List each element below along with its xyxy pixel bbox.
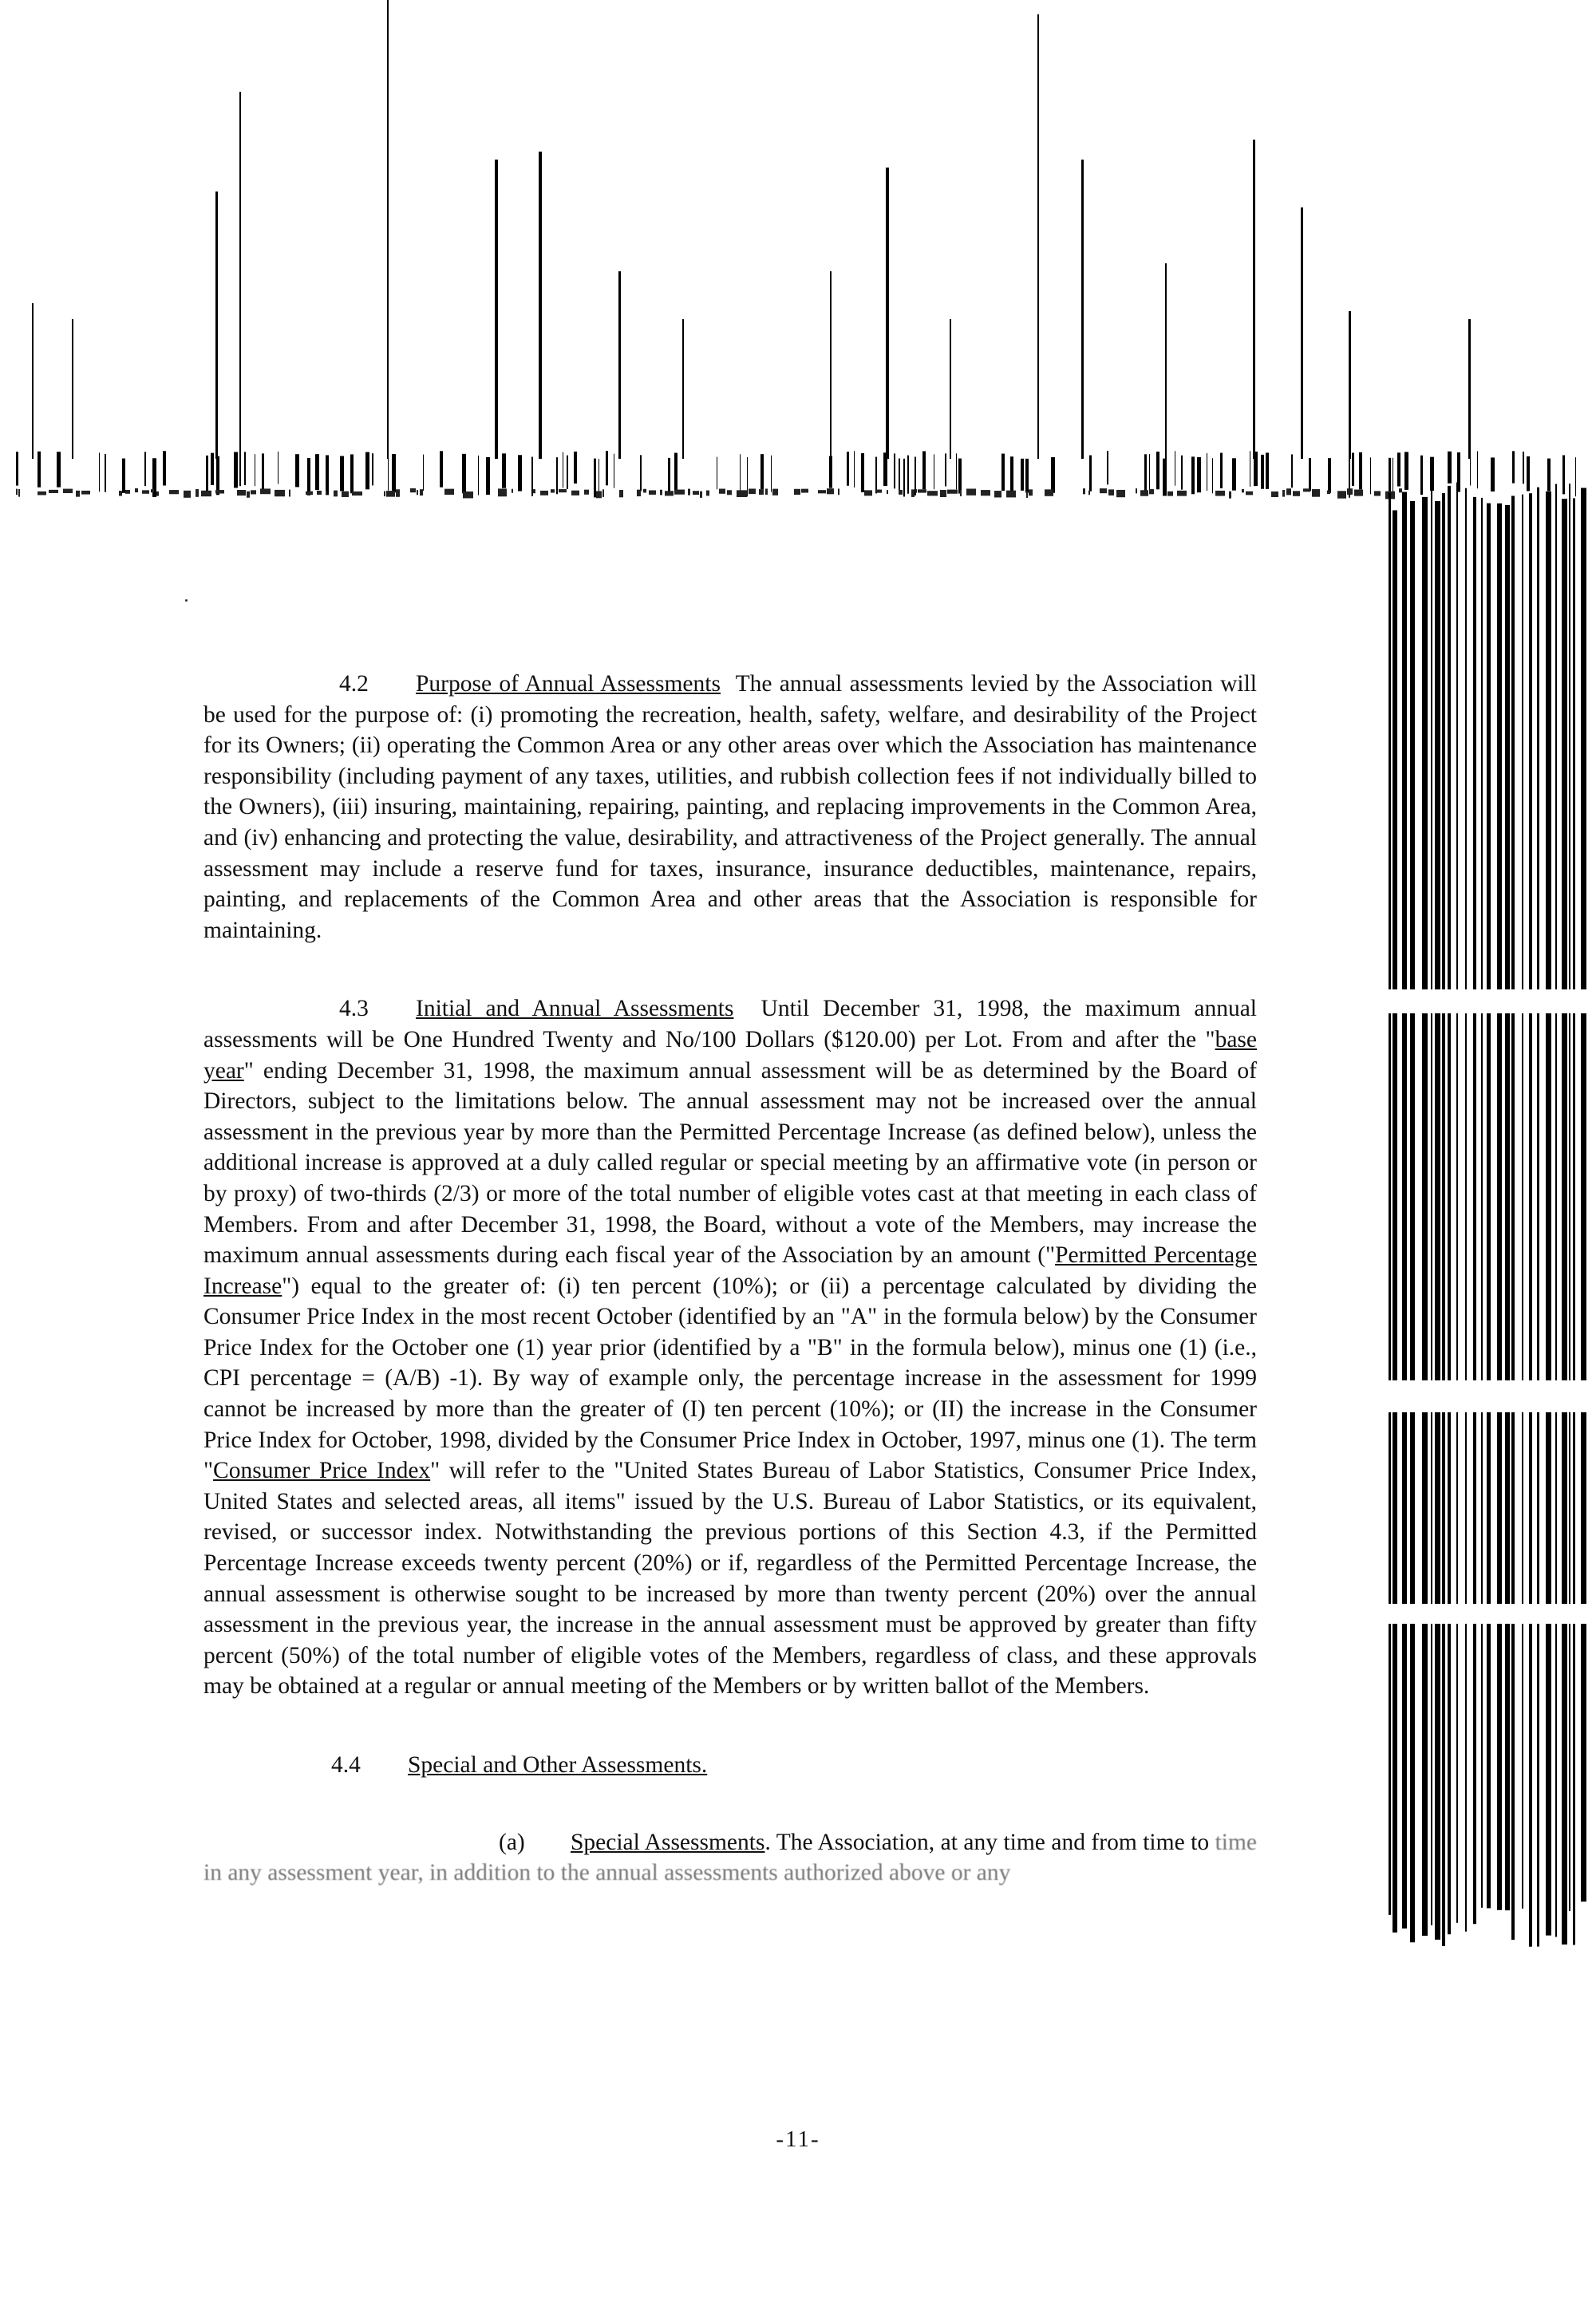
section-heading-spacer [733, 996, 760, 1021]
subsection-text: . The Association, at any time and from time to [764, 1829, 1215, 1855]
section-4-2 [203, 669, 1257, 946]
section-4-4-a [203, 1827, 1257, 1889]
section-text: ") equal to the greater of: (i) ten percent (10%); or (ii) a percentage calculated by dividing the Consumer Price Index in the most recent October (identified by an "A" in the formula below) by the Consumer Price Index for the October one (1) year prior (identified by a "B" in the formula below), minus one (1) (i.e., CPI percentage = (A/B) -1). By way of example only, the percentage increase in the assessment for 1999 cannot be increased by more than the greater of (I) ten percent (10%); or (II) the increase in the Consumer Price Index for October, 1998, divided by the Consumer Price Index in October, 1997, minus one (1). The term " [203, 1273, 1257, 1484]
section-number: 4.3 [339, 996, 369, 1022]
section-text: " will refer to the "United States Bureau of Labor Statistics, Consumer Price Index, United States and selected areas, all items" issued by the U.S. Bureau of Labor Statistics, or its equivalent, revised, or successor index. Notwithstanding the previous portions of this Section 4.3, if the Permitted Percentage Increase exceeds twenty percent (20%) or if, regardless of the Permitted Percentage Increase, the annual assessment is otherwise sought to be increased by more than twenty percent (20%) over the annual assessment in the previous year, the increase in the annual assessment must be approved by greater than fifty percent (50%) of the total number of eligible votes of the Members, regardless of class, and these approvals may be obtained at a regular or annual meeting of the Members or by written ballot of the Members. [203, 1458, 1257, 1700]
defined-term-consumer-price-index: Consumer Price Index [213, 1458, 431, 1484]
section-number: 4.4 [331, 1752, 361, 1778]
section-number: 4.2 [339, 671, 369, 697]
scan-barcode-artifact-right [1389, 447, 1596, 1963]
section-heading-spacer [721, 671, 736, 697]
section-text: " ending December 31, 1998, the maximum annual assessment will be as determined by the Board of Directors, subject to the limitations below. The annual assessment may not be increased over the annual assessment in the previous year by more than the Permitted Percentage Increase (as defined below), unless the additional increase is approved at a duly called regular or special meeting by an affirmative vote (in person or by proxy) of two-thirds (2/3) or more of the total number of eligible votes cast at that meeting in each class of Members. From and after December 31, 1998, the Board, without a vote of the Members, may increase the maximum annual assessments during each fiscal year of the Association by an amount (" [203, 1057, 1257, 1269]
defined-term-base-year: base year [203, 1026, 1257, 1084]
scan-barcode-artifact-top [0, 0, 1596, 519]
defined-term-permitted-percentage-increase: Permitted Percentage Increase [203, 1242, 1257, 1299]
subsection-heading: Special Assessments [571, 1829, 765, 1855]
section-heading: Special and Other Assessments. [408, 1752, 708, 1778]
page-number: -11- [776, 2126, 820, 2152]
section-heading: Initial and Annual Assessments [416, 996, 734, 1022]
section-4-4 [203, 1750, 1257, 1781]
document-body [203, 669, 1257, 1889]
section-text: Until December 31, 1998, the maximum annual assessments will be One Hundred Twenty and No/100 Dollars ($120.00) per Lot. From and after the " [203, 996, 1258, 1052]
section-body: The annual assessments levied by the Association will be used for the purpose of: (i) promoting the recreation, health, safety, welfare, and desirability of the Project for its Owners; (ii) operating the Common Area or any other areas over which the Association has maintenance responsibility (including payment of any taxes, utilities, and rubbish collection fees if not individually billed to the Owners), (iii) insuring, maintaining, repairing, painting, and replacing improvements in the Common Area, and (iv) enhancing and protecting the value, desirability, and attractiveness of the Project generally. The annual assessment may include a reserve fund for taxes, insurance, insurance deductibles, maintenance, repairs, painting, and replacements of the Common Area and other areas that the Association is responsible for maintaining. [203, 671, 1257, 943]
scan-speck [185, 599, 188, 602]
section-4-3 [203, 993, 1257, 1702]
section-heading: Purpose of Annual Assessments [416, 671, 721, 697]
subsection-label: (a) [499, 1829, 525, 1855]
subsection-text-faded: time in any assessment year, in addition to the annual assessments authorized above or any [203, 1829, 1257, 1886]
